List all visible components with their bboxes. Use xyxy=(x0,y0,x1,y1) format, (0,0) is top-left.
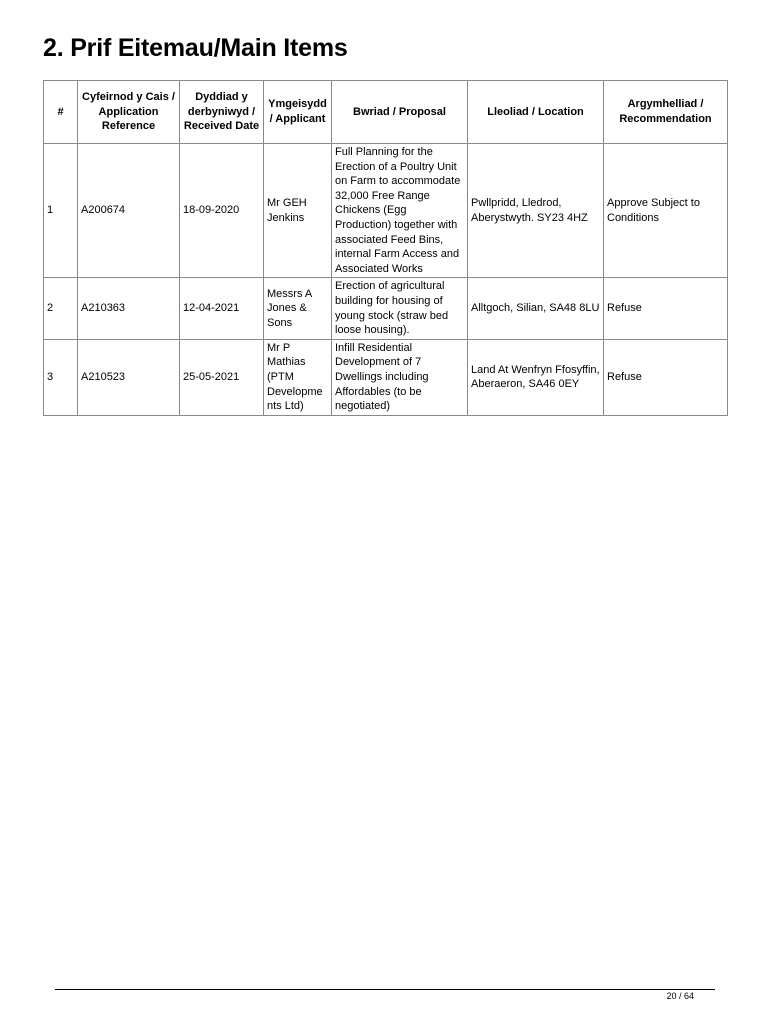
table-row xyxy=(44,278,728,339)
row-proposal: Infill Residential Development of 7 Dwellings including Affordables (to be negotiated) xyxy=(332,339,468,415)
row-reference: A210363 xyxy=(78,278,180,339)
header-recommendation: Argymhelliad / Recommendation xyxy=(604,81,728,144)
row-recommendation: Refuse xyxy=(604,339,728,415)
header-number: # xyxy=(44,81,78,144)
row-reference: A200674 xyxy=(78,144,180,278)
table-row xyxy=(44,144,728,278)
row-proposal: Full Planning for the Erection of a Poultry Unit on Farm to accommodate 32,000 Free Range Chickens (Egg Production) together with associated Feed Bins, internal Farm Access and Associated Works xyxy=(332,144,468,278)
row-location: Alltgoch, Silian, SA48 8LU xyxy=(468,278,604,339)
page-title: 2. Prif Eitemau/Main Items xyxy=(43,34,348,62)
header-proposal: Bwriad / Proposal xyxy=(332,81,468,144)
row-received-date: 25-05-2021 xyxy=(180,339,264,415)
row-received-date: 12-04-2021 xyxy=(180,278,264,339)
row-number: 3 xyxy=(44,339,78,415)
table-row xyxy=(44,339,728,415)
row-recommendation: Refuse xyxy=(604,278,728,339)
row-applicant: Messrs A Jones & Sons xyxy=(264,278,332,339)
row-location: Pwllpridd, Lledrod, Aberystwyth. SY23 4HZ xyxy=(468,144,604,278)
row-number: 1 xyxy=(44,144,78,278)
row-reference: A210523 xyxy=(78,339,180,415)
header-location: Lleoliad / Location xyxy=(468,81,604,144)
row-proposal: Erection of agricultural building for housing of young stock (straw bed loose housing). xyxy=(332,278,468,339)
footer-divider xyxy=(55,989,715,990)
main-items-table xyxy=(43,80,728,416)
row-applicant: Mr P Mathias (PTM Developme nts Ltd) xyxy=(264,339,332,415)
row-location: Land At Wenfryn Ffosyffin, Aberaeron, SA46 0EY xyxy=(468,339,604,415)
page-number: 20 / 64 xyxy=(666,991,694,1001)
row-recommendation: Approve Subject to Conditions xyxy=(604,144,728,278)
header-applicant: Ymgeisydd / Applicant xyxy=(264,81,332,144)
table-header-row xyxy=(44,81,728,144)
header-received-date: Dyddiad y derbyniwyd / Received Date xyxy=(180,81,264,144)
header-reference: Cyfeirnod y Cais / Application Reference xyxy=(78,81,180,144)
row-received-date: 18-09-2020 xyxy=(180,144,264,278)
row-number: 2 xyxy=(44,278,78,339)
row-applicant: Mr GEH Jenkins xyxy=(264,144,332,278)
